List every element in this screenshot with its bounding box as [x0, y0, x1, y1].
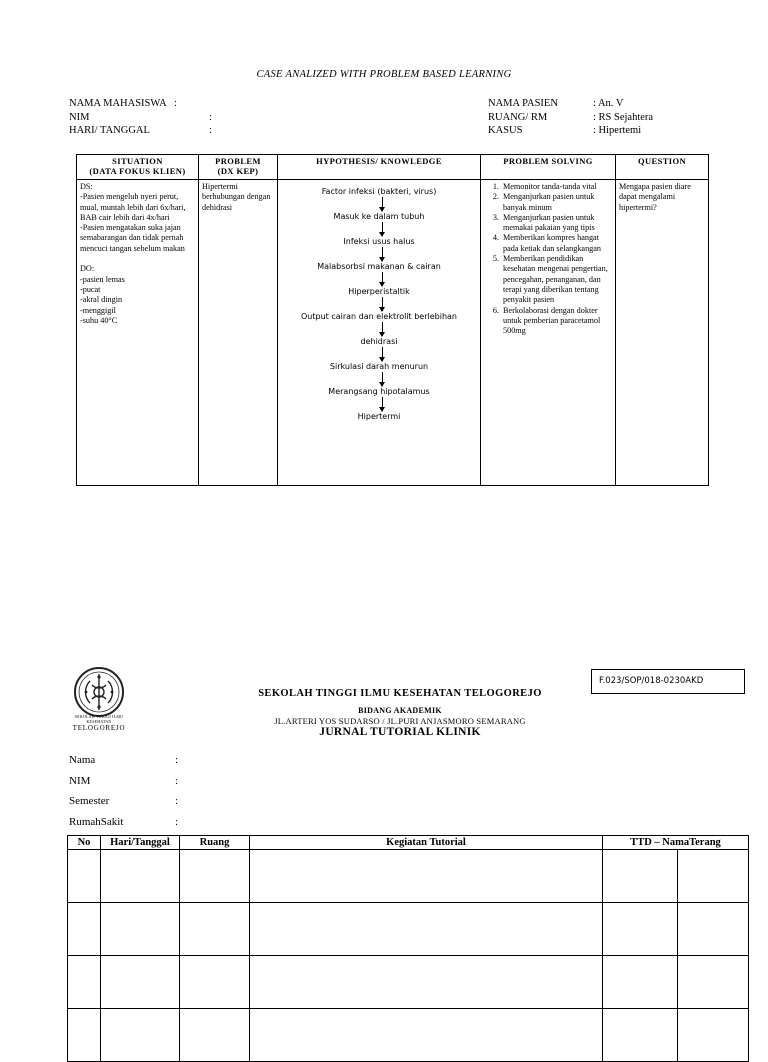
list-item: 1. Memonitor tanda-tanda vital [501, 182, 612, 192]
problem-solving-list [481, 180, 615, 336]
flow-step: Infeksi usus halus [343, 237, 415, 246]
header-problem: PROBLEM (DX KEP) [199, 155, 278, 180]
header-signature: TTD – NamaTerang [603, 836, 749, 850]
list-item: 3. Menganjurkan pasien untuk memakai pakaian yang tipis [501, 213, 612, 234]
header-date: Hari/Tanggal [101, 836, 180, 850]
flow-step: Hipertermi [357, 412, 401, 421]
info-label: KASUS [488, 125, 523, 136]
flow-step: Merangsang hipotalamus [328, 387, 430, 396]
info-colon: : [174, 98, 177, 109]
list-item: 6. Berkolaborasi dengan dokter untuk pemberian paracetamol 500mg [501, 306, 612, 337]
pbl-table [76, 154, 709, 486]
problem-solving-cell [481, 180, 616, 486]
logo-name: TELOGOREJO [72, 724, 126, 732]
field-colon: : [175, 774, 179, 787]
division-name: BIDANG AKADEMIK [358, 706, 442, 715]
header-hypothesis: HYPOTHESIS/ KNOWLEDGE [278, 155, 481, 180]
question-cell [616, 180, 709, 486]
document-title: JURNAL TUTORIAL KLINIK [319, 726, 481, 738]
school-name: SEKOLAH TINGGI ILMU KESEHATAN TELOGOREJO [258, 688, 542, 699]
header-no: No [68, 836, 101, 850]
field-colon: : [175, 815, 179, 828]
problem-cell [199, 180, 278, 486]
tutorial-form-fields [69, 754, 269, 836]
info-label: RUANG/ RM [488, 111, 548, 123]
situation-cell [77, 180, 199, 486]
flow-step: Masuk ke dalam tubuh [333, 212, 425, 221]
info-value: : Hipertemi [593, 125, 642, 136]
list-item: 4. Memberikan kompres hangat pada ketiak dan selangkangan [501, 233, 612, 254]
info-label: NAMA MAHASISWA [69, 98, 167, 109]
hypothesis-cell [278, 180, 481, 486]
logo-caption [66, 714, 132, 732]
header-problem-solving: PROBLEM SOLVING [481, 155, 616, 180]
page-title: CASE ANALIZED WITH PROBLEM BASED LEARNING [256, 69, 512, 80]
student-info [69, 97, 219, 138]
arrow-down-icon [382, 397, 383, 411]
flow-step: Malabsorbsi makanan & cairan [317, 262, 441, 271]
field-label: Semester [69, 795, 110, 807]
hypothesis-flow [278, 180, 480, 422]
info-colon: : [209, 111, 212, 123]
arrow-down-icon [382, 197, 383, 211]
field-label: Nama [69, 754, 96, 766]
school-address: JL.ARTERI YOS SUDARSO / JL.PURI ANJASMORO SEMARANG [274, 716, 526, 726]
info-colon: : [209, 125, 212, 136]
arrow-down-icon [382, 247, 383, 261]
table-row [68, 956, 749, 1009]
list-item: 5. Memberikan pendidikan kesehatan mengenai pengertian, pencegahan, penanganan, dan terapi yang diberikan tentang penyakit pasien [501, 254, 612, 305]
header-room: Ruang [180, 836, 250, 850]
info-label: HARI/ TANGGAL [69, 125, 150, 136]
arrow-down-icon [382, 222, 383, 236]
field-colon: : [175, 754, 179, 766]
flow-step: Sirkulasi darah menurun [329, 362, 429, 371]
table-row [68, 903, 749, 956]
flow-step: Output cairan dan elektrolit berlebihan [301, 312, 457, 321]
info-label: NIM [69, 111, 90, 123]
arrow-down-icon [382, 272, 383, 286]
patient-info [488, 97, 688, 138]
tutorial-journal-table [67, 835, 749, 1062]
form-code-box: F.023/SOP/018-0230AKD [591, 669, 745, 694]
arrow-down-icon [382, 347, 383, 361]
field-colon: : [175, 795, 179, 807]
question-text: Mengapa pasien diare dapat mengalami hipertermi? [619, 182, 691, 212]
header-activity: Kegiatan Tutorial [250, 836, 603, 850]
table-row [68, 1009, 749, 1062]
table-row [68, 850, 749, 903]
arrow-down-icon [382, 297, 383, 311]
flow-step: Factor infeksi (bakteri, virus) [321, 187, 437, 196]
flow-step: dehidrasi [360, 337, 398, 346]
logo-caption-line: SEKOLAH TINGGI ILMU KESEHATAN [74, 714, 124, 724]
list-item: 2. Menganjurkan pasien untuk banyak minum [501, 192, 612, 213]
field-label: RumahSakit [69, 815, 124, 828]
situation-text: DS: -Pasien mengeluh nyeri perut, mual, muntah lebih dari 6x/hari, BAB cair lebih dari 4x/hari -Pasien mengatakan suka jajan semabarangan dan tidak pernah mencuci tangan sebelum makan DO: -pasien lemas -pucat -akral dingin -menggigil -suhu 40°C [80, 182, 186, 325]
arrow-down-icon [382, 322, 383, 336]
header-question: QUESTION [616, 155, 709, 180]
problem-text: Hipertermi berhubungan dengan dehidrasi [202, 182, 271, 212]
arrow-down-icon [382, 372, 383, 386]
field-label: NIM [69, 774, 91, 787]
flow-step: Hiperperistaltik [348, 287, 410, 296]
info-value: : An. V [593, 98, 624, 109]
info-value: : RS Sejahtera [593, 111, 654, 123]
header-situation: SITUATION (DATA FOKUS KLIEN) [77, 155, 199, 180]
info-label: NAMA PASIEN [488, 98, 558, 109]
